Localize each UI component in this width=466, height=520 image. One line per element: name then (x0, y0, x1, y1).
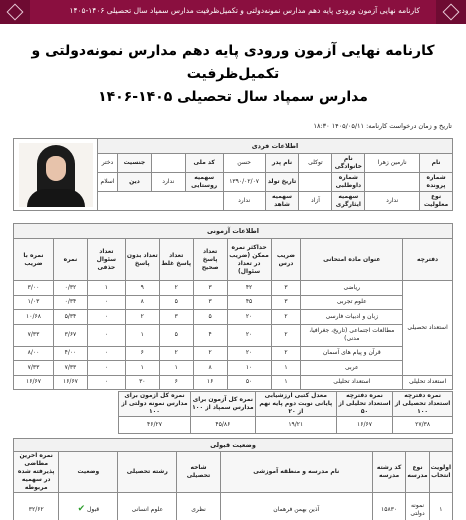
field-label: سهمیه شاهد (265, 192, 299, 211)
field-label: سهمیه ایثارگری (332, 192, 365, 211)
table-cell: ۶ (125, 346, 159, 361)
column-header: اولویت انتخاب (429, 452, 452, 493)
column-header: تعداد پاسخ صحیح (193, 239, 227, 281)
column-header: نام مدرسه و منطقه آموزشی (220, 452, 372, 493)
table-cell: ۲ (159, 281, 193, 296)
page-title (8, 40, 458, 109)
table-cell: ۱ (271, 375, 301, 390)
page-title-line2: مدارس سمپاد سال تحصیلی ۱۴۰۵-۱۴۰۶ (98, 89, 368, 105)
table-cell: ۰/۳۴ (53, 295, 87, 310)
field-label: جنسیت (117, 154, 151, 173)
field-label: تاریخ تولد (265, 173, 299, 192)
table-cell: ۱ (429, 493, 452, 520)
table-cell: ۵/۳۴ (53, 310, 87, 325)
table-cell: ۰ (87, 375, 125, 390)
check-icon: ✔ (77, 504, 86, 514)
column-header: نمره دفترچه استعداد تحلیلی از ۵۰ (336, 392, 392, 417)
table-cell: ۳ (271, 281, 301, 296)
table-cell: ۳ (193, 295, 227, 310)
table-cell: ۱۶ (193, 375, 227, 390)
field-label: کد ملی (185, 154, 223, 173)
table-cell: ۸ (125, 295, 159, 310)
column-header: نمره کل آزمون برای مدارس سمپاد از ۱۰۰ (190, 392, 255, 417)
page-title-line1: کارنامه نهایی آزمون ورودی پایه دهم مدارس نمونه‌دولتی و تکمیل‌ظرفیت (31, 43, 435, 82)
table-cell: ۴۶/۲۷ (119, 417, 191, 434)
column-header: نمره دفترچه استعداد تحصیلی از ۱۰۰ (393, 392, 453, 417)
column-header: نوع مدرسه (406, 452, 429, 493)
table-cell: ۱۵۸۳۰ (372, 493, 406, 520)
column-header: نمره با ضریب (14, 239, 54, 281)
field-value: حسن (223, 154, 265, 173)
column-header: تعداد بدون پاسخ (125, 239, 159, 281)
banner-title: کارنامه نهایی آزمون ورودی پایه دهم مدارس نمونه‌دولتی و تکمیل‌ظرفیت مدارس سمپاد سال تحصیلی ۱۴۰۶-۱۴۰۵ (69, 6, 420, 15)
field-label: نوع معلولیت (420, 192, 453, 211)
column-header: نمره کل آزمون برای مدارس نمونه دولتی از ۱۰۰ (119, 392, 191, 417)
status-cell (59, 493, 118, 520)
request-time (313, 122, 452, 130)
table-cell: ۲ (159, 346, 193, 361)
field-value: اسلام (98, 173, 118, 192)
subject: ریاضی (301, 281, 403, 296)
table-cell: ۴۵ (227, 295, 271, 310)
table-cell: ۰ (87, 346, 125, 361)
column-header: نمره (53, 239, 87, 281)
table-cell: ۳/۰۰ (14, 281, 54, 296)
table-cell: ۹ (125, 281, 159, 296)
subject: مطالعات اجتماعی (تاریخ، جغرافیا، مدنی) (301, 324, 403, 346)
logo-left-icon (0, 0, 30, 24)
table-cell: ۱۰ (227, 361, 271, 376)
field-value: ندارد (151, 173, 185, 192)
acceptance-table (13, 438, 453, 520)
table-cell: ۰ (87, 324, 125, 346)
table-cell: ۳ (271, 295, 301, 310)
column-header: شاخه تحصیلی (177, 452, 220, 493)
table-cell: ۱۰/۶۸ (14, 310, 54, 325)
table-cell: ۸/۰۰ (14, 346, 54, 361)
booklet-group: استعداد تحصیلی (403, 281, 453, 376)
acceptance-section-title: وضعیت قبولی (14, 439, 453, 452)
subject: علوم تجربی (301, 295, 403, 310)
table-cell: ۳۲/۶۲ (14, 493, 59, 520)
table-cell: ۴۵/۸۶ (190, 417, 255, 434)
subject: زبان و ادبیات فارسی (301, 310, 403, 325)
student-photo (14, 139, 98, 211)
table-cell: ۲ (271, 346, 301, 361)
column-header: وضعیت (59, 452, 118, 493)
column-header: عنوان ماده امتحانی (301, 239, 403, 281)
table-cell: ۳/۶۷ (53, 324, 87, 346)
field-value: ۱۳۹۰/۰۲/۰۷ (223, 173, 265, 192)
table-cell: ۴۲ (227, 281, 271, 296)
table-cell: آذین بهمن فرهمان (220, 493, 372, 520)
table-cell: ۵ (193, 310, 227, 325)
personal-info-table (13, 138, 453, 211)
table-cell: ۱۶/۶۷ (14, 375, 54, 390)
subject: عربی (301, 361, 403, 376)
exam-section-title: اطلاعات آزمونی (14, 224, 453, 239)
table-cell: ۱۹/۲۱ (255, 417, 336, 434)
field-value: نارمین زهرا (365, 154, 420, 173)
request-time-label: تاریخ و زمان درخواست کارنامه: (366, 122, 452, 130)
table-cell: ۲۰ (227, 346, 271, 361)
personal-section-title: اطلاعات فردی (98, 139, 453, 154)
table-cell: ۲ (271, 310, 301, 325)
table-cell: نظری (177, 493, 220, 520)
table-cell: ۳۰ (125, 375, 159, 390)
exam-info-table (13, 223, 453, 390)
field-value: آزاد (299, 192, 332, 211)
table-cell: ۱۶/۶۷ (336, 417, 392, 434)
request-time-value: ۱۴۰۵/۰۵/۱۱ ۱۸:۳۰ (313, 122, 364, 130)
table-cell: ۱ (125, 361, 159, 376)
table-cell: ۱ (125, 324, 159, 346)
table-cell: ۲۰ (227, 324, 271, 346)
column-header: ضریب درس (271, 239, 301, 281)
table-cell: ۰/۳۲ (53, 281, 87, 296)
table-cell: ۳ (193, 281, 227, 296)
table-cell: ۱ (159, 361, 193, 376)
table-cell: ۱۶/۶۷ (53, 375, 87, 390)
field-label: شماره داوطلبی (332, 173, 365, 192)
field-value: دختر (98, 154, 118, 173)
header-banner (0, 0, 466, 24)
table-cell: ۱ (87, 281, 125, 296)
field-value (151, 154, 185, 173)
table-cell: ۲ (125, 310, 159, 325)
field-value (365, 173, 420, 192)
table-cell: علوم انسانی (118, 493, 177, 520)
table-cell: ۵ (159, 295, 193, 310)
table-cell: ۲۷/۳۸ (393, 417, 453, 434)
column-header: رشته تحصیلی (118, 452, 177, 493)
column-header: تعداد پاسخ غلط (159, 239, 193, 281)
field-value: ندارد (365, 192, 420, 211)
field-label: شماره پرونده (420, 173, 453, 192)
field-value (299, 173, 332, 192)
table-cell: نمونه دولتی (406, 493, 429, 520)
field-label: دین (117, 173, 151, 192)
table-cell: ۰ (87, 361, 125, 376)
logo-right-icon (436, 0, 466, 24)
table-cell: ۱ (271, 361, 301, 376)
table-cell: ۳ (159, 310, 193, 325)
table-cell: ۲۰ (227, 310, 271, 325)
status-text: قبول (87, 506, 100, 513)
field-value: ندارد (223, 192, 265, 211)
column-header: حداکثر نمره ممکن (ضریب در تعداد سئوال) (227, 239, 271, 281)
field-label: نام خانوادگی (332, 154, 365, 173)
column-header: کد رشته مدرسه (372, 452, 406, 493)
column-header: نمره آخرین مطاضی پذیرفته شده در سهمیه مربوطه (14, 452, 59, 493)
table-cell: ۶ (159, 375, 193, 390)
table-cell: ۷/۳۳ (14, 361, 54, 376)
column-header: معدل کتبی ارزشیابی پایانی نوبت دوم پایه نهم از ۲۰ (255, 392, 336, 417)
table-cell: ۴/۰۰ (53, 346, 87, 361)
table-cell: ۴ (193, 324, 227, 346)
table-cell: ۸ (193, 361, 227, 376)
subject: قرآن و پیام های آسمان (301, 346, 403, 361)
table-cell: ۱/۰۳ (14, 295, 54, 310)
field-value: توکلی (299, 154, 332, 173)
table-cell: ۵ (159, 324, 193, 346)
column-header: تعداد سئوال حذفی (87, 239, 125, 281)
subject: استعداد تحلیلی (301, 375, 403, 390)
table-cell: ۰ (87, 295, 125, 310)
table-cell: ۲ (271, 324, 301, 346)
table-cell: ۷/۳۳ (53, 361, 87, 376)
field-label: سهمیه روستایی (185, 173, 223, 192)
column-header: دفترچه (403, 239, 453, 281)
field-label: نام پدر (265, 154, 299, 173)
table-cell: ۰ (87, 310, 125, 325)
booklet-group: استعداد تحلیلی (403, 375, 453, 390)
field-label: نام (420, 154, 453, 173)
table-cell: ۵۰ (227, 375, 271, 390)
score-totals-table (118, 391, 453, 434)
table-cell: ۷/۳۳ (14, 324, 54, 346)
table-cell: ۲ (193, 346, 227, 361)
